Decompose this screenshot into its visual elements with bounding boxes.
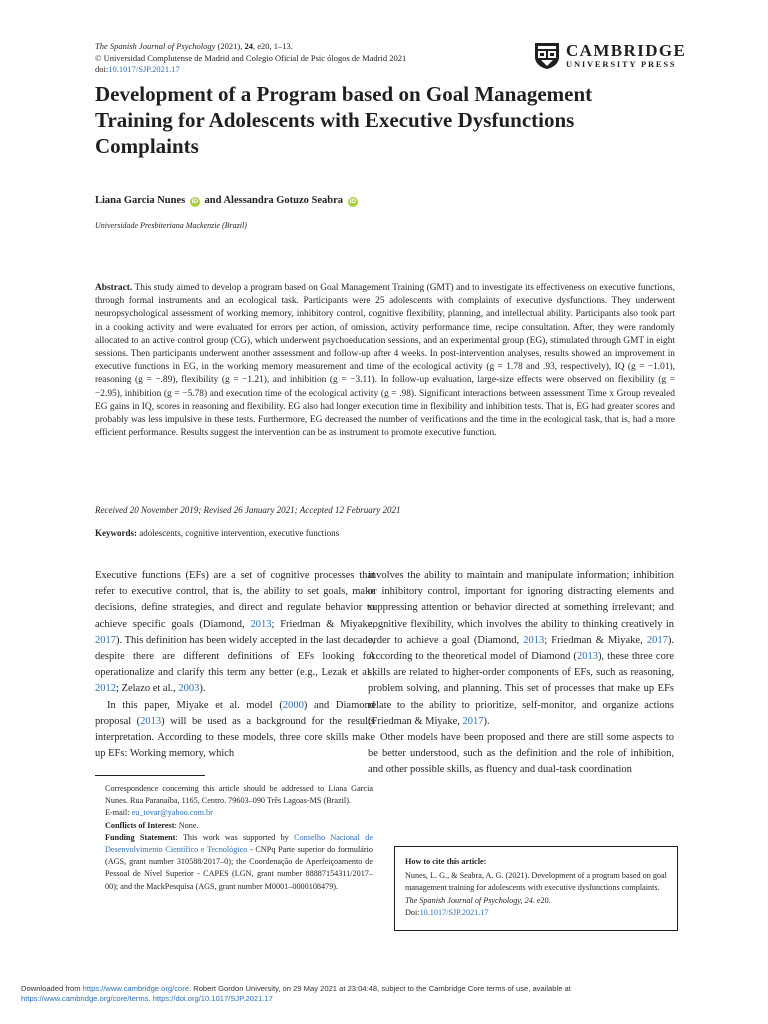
body-text: ).	[483, 715, 490, 727]
author-conjunction: and	[204, 195, 222, 206]
email-label: E-mail:	[105, 808, 132, 818]
body-text: ). According to the theoretical model of Diamond (	[368, 634, 674, 663]
article-dates: Received 20 November 2019; Revised 26 January 2021; Accepted 12 February 2021	[95, 505, 401, 515]
doi-link[interactable]: 10.1017/SJP.2021.17	[108, 64, 180, 74]
body-paragraph	[95, 568, 375, 698]
journal-volume: 24	[244, 41, 253, 51]
journal-pages: , e20, 1–13.	[252, 41, 293, 51]
download-text: . Robert Gordon University, on 29 May 2021 at 23:04:48, subject to the Cambridge Core terms of use, available at	[189, 984, 571, 993]
keywords-label: Keywords:	[95, 528, 137, 538]
body-column-left	[95, 568, 375, 762]
publisher-subname: UNIVERSITY PRESS	[566, 59, 677, 69]
funding-statement	[95, 832, 373, 893]
abstract-text: This study aimed to develop a program based on Goal Management Training (GMT) and to investigate its effectiveness on executive functions, through formal instruments and an ecological task. Participants were 25 adolescents with complaints of executive dysfunctions. They underwent neuropsychological assessment of working memory, inhibitory control, cognitive flexibility, planning, and intellectual ability. Participants also took part in a cooking activity and were evaluated for errors per action, of omission, activity performance time, recipe consultation. After, they were randomly allocated to an active control group (CG), which underwent psychoeducation sessions, and an experimental group (EG), stimulated through GMT in eight sessions. Then participants underwent another assessment and follow-up after 4 weeks. In post-intervention analyses, results showed an improvement in executive functions in EG, in the working memory measurement and time of the ecological activity (g = 1.78 and .93, respectively), IQ (g = −1.01), reasoning (g = −.89), flexibility (g = −1.21), and inhibition (g = −3.11). In follow-up evaluation, large-size effects were observed on flexibility (g = −2.95), inhibition (g = −5.78) and execution time of the ecological activity (g = .98). Significant interactions between assessment Time x Group revealed EG gains in IQ, scores in reasoning and flexibility. EG also had longer execution time in flexibility and inhibition tests. That is, EG had greater scores and probably was less impulsive in these tests. Furthermore, EG decreased the number of verifications and the time in the ecological task, that is, had a more efficient performance. Results suggest the intervention can be as instrument to promote executive function.	[95, 283, 675, 439]
orcid-icon[interactable]: iD	[349, 198, 356, 205]
body-text: ) will be used as a background for the results interpretation. According to these models, three core skills make up EFs: Working memory, which	[95, 715, 375, 760]
terms-link[interactable]: https://www.cambridge.org/core/terms	[21, 994, 149, 1003]
funding-text: : This work was supported by	[175, 832, 295, 842]
doi-label: doi:	[95, 64, 109, 74]
doi-link[interactable]: https://doi.org/10.1017/SJP.2021.17	[152, 994, 273, 1003]
body-column-right	[368, 568, 674, 779]
body-text: ) and Diamond proposal (	[95, 699, 375, 727]
conflicts-text: : None.	[174, 820, 199, 830]
email-line	[95, 807, 373, 819]
how-to-cite-box	[394, 846, 678, 931]
body-text: ), these three core skills are related to higher-order components of EFs, such as reasoning, problem solving, and planning. This set of processes that make up EFs relate to the ability to prioritize, self-monitor, and organize actions (Friedman & Miyake,	[368, 651, 675, 727]
cite-text: Nunes, L. G., & Seabra, A. G. (2021). Development of a program based on goal management training for adolescents with executive dysfunctions complaints.	[405, 870, 667, 893]
body-text: ). This definition has been widely accepted in the last decade, despite there are different definitions of EFs looking for operationalize and clarify this term any better (e.g., Lezak et al.,	[95, 634, 375, 679]
conflicts-label: Conflicts of Interest	[105, 820, 175, 830]
journal-header	[95, 41, 406, 76]
citation-link[interactable]: 2013	[576, 651, 598, 663]
body-paragraph: Other models have been proposed and there are still some aspects to be better understood, such as the definition and the role of inhibition, and other possible skills, as fluency and dual-task coordination	[368, 732, 674, 776]
citation-link[interactable]: 2013	[140, 715, 162, 727]
copyright-line: © Universidad Complutense de Madrid and Colegio Oficial de Psic ólogos de Madrid 2021	[95, 52, 407, 63]
cambridge-core-link[interactable]: https://www.cambridge.org/core	[82, 984, 189, 993]
cite-text: . e20.	[532, 895, 551, 905]
body-paragraph	[95, 698, 375, 763]
body-text: ; Friedman & Miyake,	[544, 634, 647, 646]
citation-link[interactable]: 2003	[178, 683, 200, 695]
keywords	[95, 528, 339, 538]
publisher-logo[interactable]	[534, 42, 686, 70]
publisher-name: CAMBRIDGE	[566, 41, 687, 60]
author-name: Liana Garcia Nunes	[95, 195, 186, 206]
citation-link[interactable]: 2017	[95, 634, 116, 646]
body-paragraph	[368, 568, 674, 730]
body-text: involves the ability to maintain and manipulate information; inhibition or inhibitory control, important for ignoring distracting elements and suppressing attention or behavior directed at something irrelevant; and cognitive flexibility, which involves the ability to thinking creatively in order to achieve a goal (Diamond,	[368, 570, 674, 646]
download-text: Downloaded from	[21, 984, 83, 993]
citation-link[interactable]: 2017	[646, 634, 668, 646]
download-notice	[21, 984, 741, 1004]
citation-link[interactable]: 2013	[250, 618, 272, 630]
journal-name: The Spanish Journal of Psychology	[95, 41, 216, 51]
citation-link[interactable]: 2013	[523, 634, 545, 646]
footnote	[95, 783, 373, 893]
funder-link[interactable]: Conselho Nacional de Desenvolvimento Científico e Tecnológico	[105, 832, 373, 855]
author-name: Alessandra Gotuzo Seabra	[223, 195, 344, 206]
cite-doi-link[interactable]: 10.1017/SJP.2021.17	[419, 908, 489, 918]
orcid-icon[interactable]: iD	[191, 198, 199, 205]
cite-heading: How to cite this article:	[405, 857, 487, 866]
abstract	[95, 282, 675, 440]
body-text: ; Zelazo et al.,	[116, 683, 179, 695]
funding-label: Funding Statement	[105, 832, 176, 842]
author-line	[95, 195, 360, 207]
affiliation: Universidade Presbiteriana Mackenzie (Brazil)	[95, 221, 247, 230]
cite-doi-label: Doi:	[405, 908, 420, 918]
citation-link[interactable]: 2012	[95, 683, 116, 695]
correspondence-note: Correspondence concerning this article should be addressed to Liana Garcia Nunes. Rua Paranaíba, 1165, Centro. 79603–090 Três Lagoas-MS (Brazil).	[105, 784, 373, 806]
body-text: ; Friedman & Miyake,	[271, 618, 375, 630]
email-link[interactable]: eu_tovar@yahoo.com.br	[131, 808, 213, 818]
keywords-text: adolescents, cognitive intervention, executive functions	[137, 528, 340, 538]
body-text: In this paper, Miyake et al. model (	[107, 699, 283, 711]
body-text: ).	[199, 683, 206, 695]
conflicts-line	[95, 820, 373, 832]
citation-link[interactable]: 2017	[462, 715, 484, 727]
citation-link[interactable]: 2000	[282, 699, 304, 711]
funding-text: - CNPq Parte superior do formulário (AGS, grant number 310588/2017–0); the Coordenação de Aperfeiçoamento de Pessoal de Nível Superior - CAPES (LGN, grant number 88887154311/2017–00); and the MackPesquisa (AGS, grant number M0001–0000108479).	[105, 845, 373, 891]
cambridge-crest-icon	[534, 42, 560, 70]
footnote-divider	[95, 775, 205, 776]
journal-year: (2021),	[215, 41, 245, 51]
body-text: Executive functions (EFs) are a set of cognitive processes that refer to executive control, that is, the ability to set goals, make decisions, define strategies, and direct and regulate behavior to achieve specific goals (Diamond,	[95, 570, 375, 630]
article-title: Development of a Program based on Goal Management Training for Adolescents with Executive Dysfunctions Complaints	[95, 82, 593, 158]
cite-journal: The Spanish Journal of Psychology, 24	[405, 895, 533, 905]
download-text: .	[148, 994, 153, 1003]
abstract-label: Abstract.	[95, 283, 133, 293]
